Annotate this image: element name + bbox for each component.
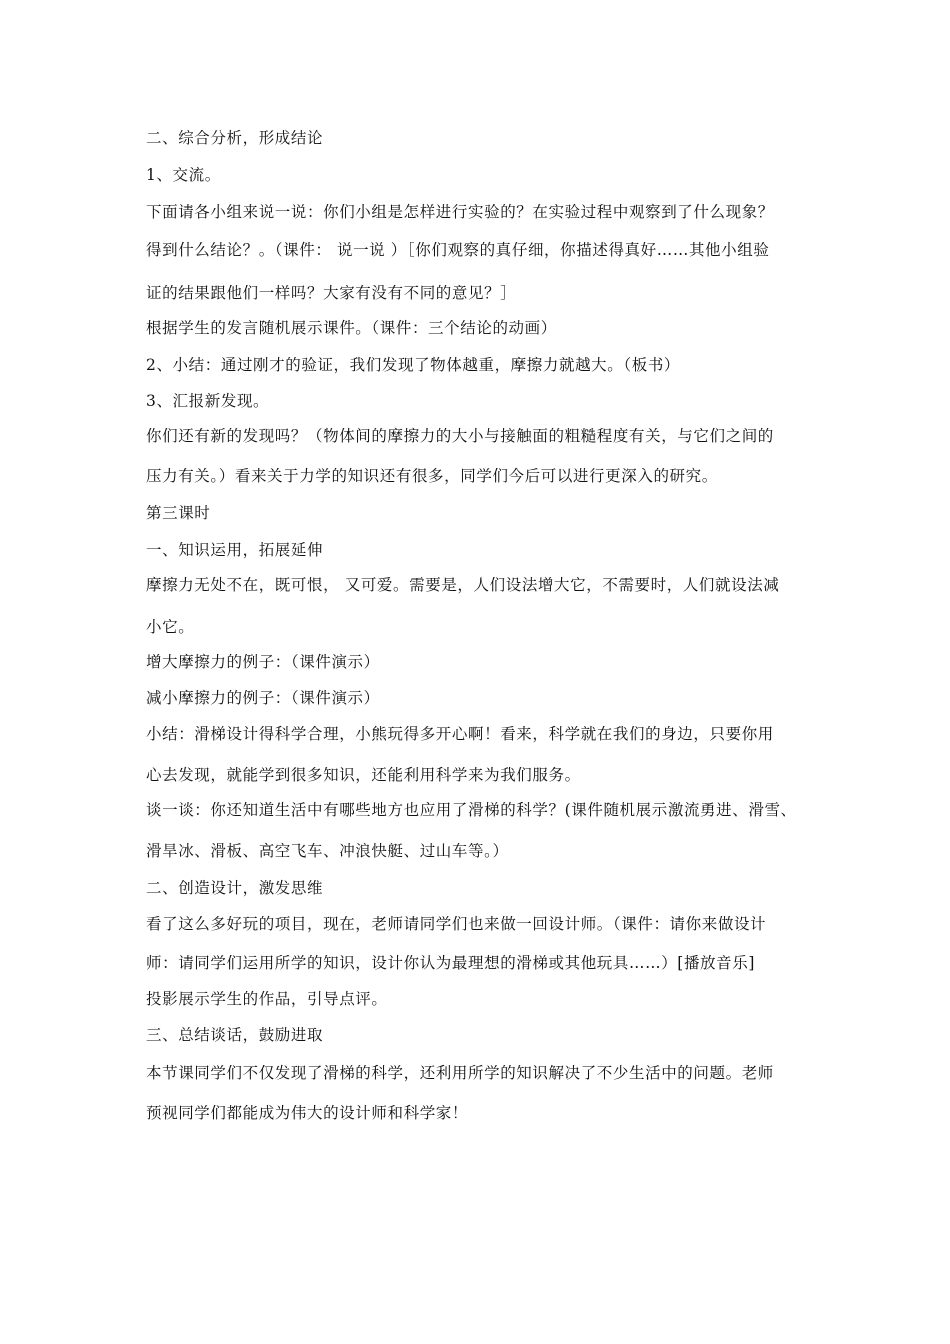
paragraph-line: 投影展示学生的作品，引导点评。 [146,990,388,1008]
heading-conclusion: 三、总结谈话，鼓励进取 [146,1026,324,1044]
item-summary: 2、小结：通过刚才的验证，我们发现了物体越重，摩擦力就越大。（板书） [146,356,681,374]
paragraph-line: 本节课同学们不仅发现了滑梯的科学，还利用所学的知识解决了不少生活中的问题。老师 [146,1064,774,1082]
paragraph-line: 小结：滑梯设计得科学合理，小熊玩得多开心啊！看来，科学就在我们的身边，只要你用 [146,725,774,743]
paragraph-line: 摩擦力无处不在，既可恨， 又可爱。需要是，人们设法增大它，不需要时，人们就设法减 [146,576,780,594]
paragraph-line: 看了这么多好玩的项目，现在，老师请同学们也来做一回设计师。（课件：请你来做设计 [146,915,767,933]
paragraph-line: 心去发现，就能学到很多知识，还能利用科学来为我们服务。 [146,766,581,784]
paragraph-line: 谈一谈：你还知道生活中有哪些地方也应用了滑梯的科学？(课件随机展示激流勇进、滑雪、 [146,801,797,819]
paragraph-line: 小它。 [146,618,195,636]
paragraph-line: 滑旱冰、滑板、高空飞车、冲浪快艇、过山车等。） [146,842,509,860]
paragraph-line: 压力有关。）看来关于力学的知识还有很多，同学们今后可以进行更深入的研究。 [146,467,718,485]
paragraph-line: 根据学生的发言随机展示课件。（课件：三个结论的动画） [146,319,557,337]
paragraph-line: 得到什么结论？。（课件： 说一说 ）［你们观察的真仔细，你描述得真好……其他小组验 [146,241,770,259]
paragraph-line: 你们还有新的发现吗？（物体间的摩擦力的大小与接触面的粗糙程度有关，与它们之间的 [146,427,774,445]
paragraph-line: 证的结果跟他们一样吗？大家有没有不同的意见？］ [146,284,517,302]
heading-creative-design: 二、创造设计，激发思维 [146,879,324,897]
heading-third-lesson: 第三课时 [146,504,211,522]
item-report: 3、汇报新发现。 [146,392,270,410]
paragraph-line: 减小摩擦力的例子：（课件演示） [146,689,380,707]
paragraph-line: 师：请同学们运用所学的知识，设计你认为最理想的滑梯或其他玩具……）[播放音乐] [146,954,755,972]
paragraph-line: 预视同学们都能成为伟大的设计师和科学家！ [146,1104,469,1122]
heading-analysis: 二、综合分析，形成结论 [146,129,324,147]
heading-application: 一、知识运用，拓展延伸 [146,541,324,559]
paragraph-line: 下面请各小组来说一说：你们小组是怎样进行实验的？在实验过程中观察到了什么现象？ [146,203,774,221]
item-exchange: 1、交流。 [146,166,221,184]
paragraph-line: 增大摩擦力的例子：（课件演示） [146,653,380,671]
